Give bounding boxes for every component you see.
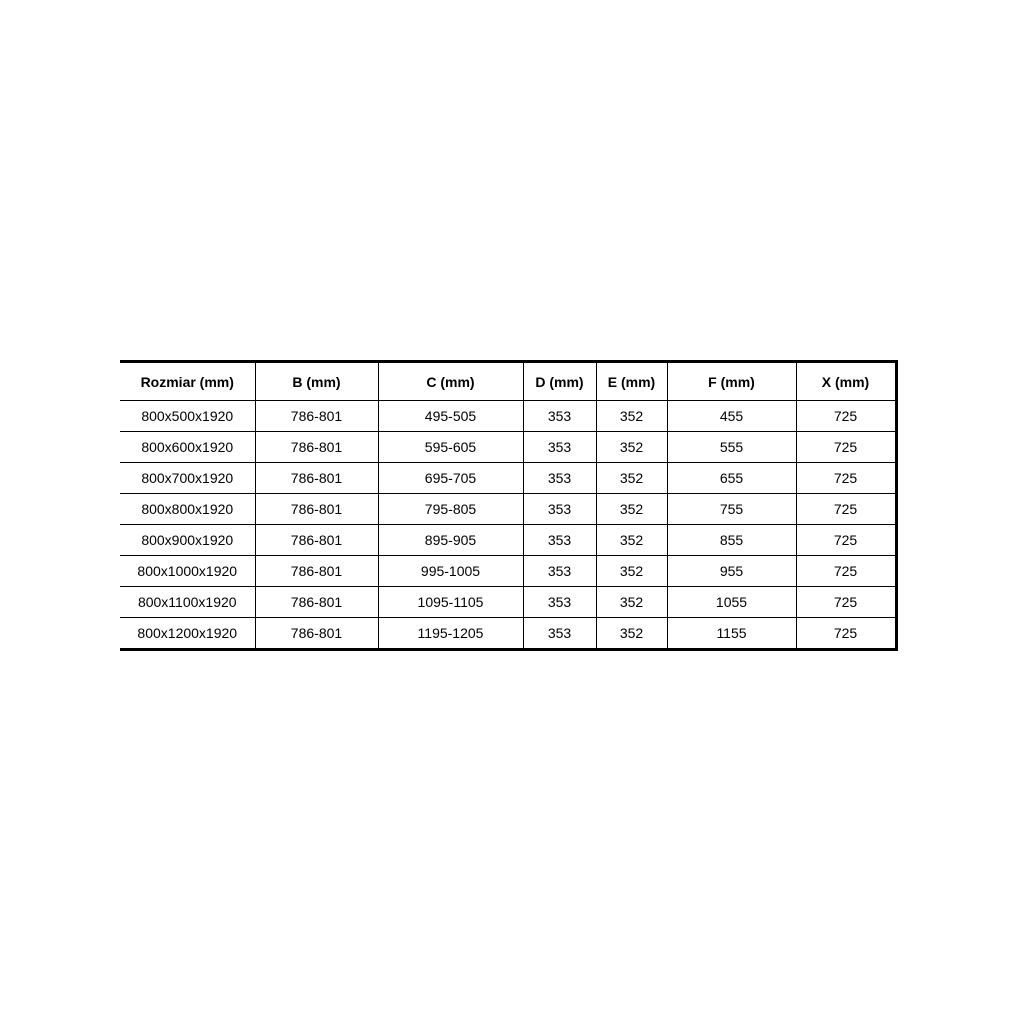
table-cell: 1155	[667, 618, 796, 650]
column-header: F (mm)	[667, 362, 796, 401]
dimension-table-container	[120, 360, 898, 651]
table-cell: 725	[796, 525, 896, 556]
table-cell: 1055	[667, 587, 796, 618]
table-cell: 352	[596, 463, 667, 494]
table-cell: 800x1100x1920	[120, 587, 255, 618]
table-cell: 655	[667, 463, 796, 494]
table-cell: 755	[667, 494, 796, 525]
table-cell: 800x600x1920	[120, 432, 255, 463]
table-cell: 725	[796, 494, 896, 525]
table-cell: 725	[796, 587, 896, 618]
table-cell: 786-801	[255, 525, 378, 556]
table-cell: 725	[796, 432, 896, 463]
table-row	[120, 556, 896, 587]
table-cell: 352	[596, 587, 667, 618]
table-cell: 352	[596, 618, 667, 650]
table-cell: 786-801	[255, 432, 378, 463]
column-header: D (mm)	[523, 362, 596, 401]
table-cell: 455	[667, 401, 796, 432]
column-header: B (mm)	[255, 362, 378, 401]
table-cell: 352	[596, 494, 667, 525]
column-header: X (mm)	[796, 362, 896, 401]
table-cell: 353	[523, 587, 596, 618]
table-cell: 352	[596, 525, 667, 556]
table-cell: 495-505	[378, 401, 523, 432]
table-cell: 353	[523, 618, 596, 650]
table-row	[120, 401, 896, 432]
table-cell: 353	[523, 463, 596, 494]
table-cell: 352	[596, 432, 667, 463]
table-cell: 725	[796, 556, 896, 587]
table-cell: 800x700x1920	[120, 463, 255, 494]
table-cell: 353	[523, 494, 596, 525]
table-cell: 1095-1105	[378, 587, 523, 618]
table-cell: 855	[667, 525, 796, 556]
table-row	[120, 525, 896, 556]
table-cell: 786-801	[255, 618, 378, 650]
table-cell: 800x1000x1920	[120, 556, 255, 587]
column-header: C (mm)	[378, 362, 523, 401]
table-body	[120, 401, 896, 650]
table-cell: 800x1200x1920	[120, 618, 255, 650]
table-cell: 595-605	[378, 432, 523, 463]
table-cell: 555	[667, 432, 796, 463]
table-row	[120, 463, 896, 494]
table-cell: 786-801	[255, 401, 378, 432]
table-cell: 800x800x1920	[120, 494, 255, 525]
table-row	[120, 494, 896, 525]
table-cell: 353	[523, 556, 596, 587]
table-cell: 1195-1205	[378, 618, 523, 650]
table-row	[120, 432, 896, 463]
table-cell: 352	[596, 401, 667, 432]
table-cell: 353	[523, 401, 596, 432]
table-cell: 786-801	[255, 494, 378, 525]
table-cell: 695-705	[378, 463, 523, 494]
table-cell: 725	[796, 463, 896, 494]
table-cell: 352	[596, 556, 667, 587]
table-cell: 795-805	[378, 494, 523, 525]
table-cell: 786-801	[255, 587, 378, 618]
table-cell: 353	[523, 432, 596, 463]
column-header: Rozmiar (mm)	[120, 362, 255, 401]
table-header	[120, 362, 896, 401]
column-header: E (mm)	[596, 362, 667, 401]
table-row	[120, 618, 896, 650]
table-cell: 955	[667, 556, 796, 587]
table-cell: 895-905	[378, 525, 523, 556]
table-cell: 995-1005	[378, 556, 523, 587]
table-row	[120, 587, 896, 618]
table-cell: 800x900x1920	[120, 525, 255, 556]
dimension-table	[120, 360, 898, 651]
table-cell: 786-801	[255, 463, 378, 494]
table-cell: 353	[523, 525, 596, 556]
table-cell: 725	[796, 618, 896, 650]
table-cell: 786-801	[255, 556, 378, 587]
table-cell: 800x500x1920	[120, 401, 255, 432]
header-row	[120, 362, 896, 401]
table-cell: 725	[796, 401, 896, 432]
